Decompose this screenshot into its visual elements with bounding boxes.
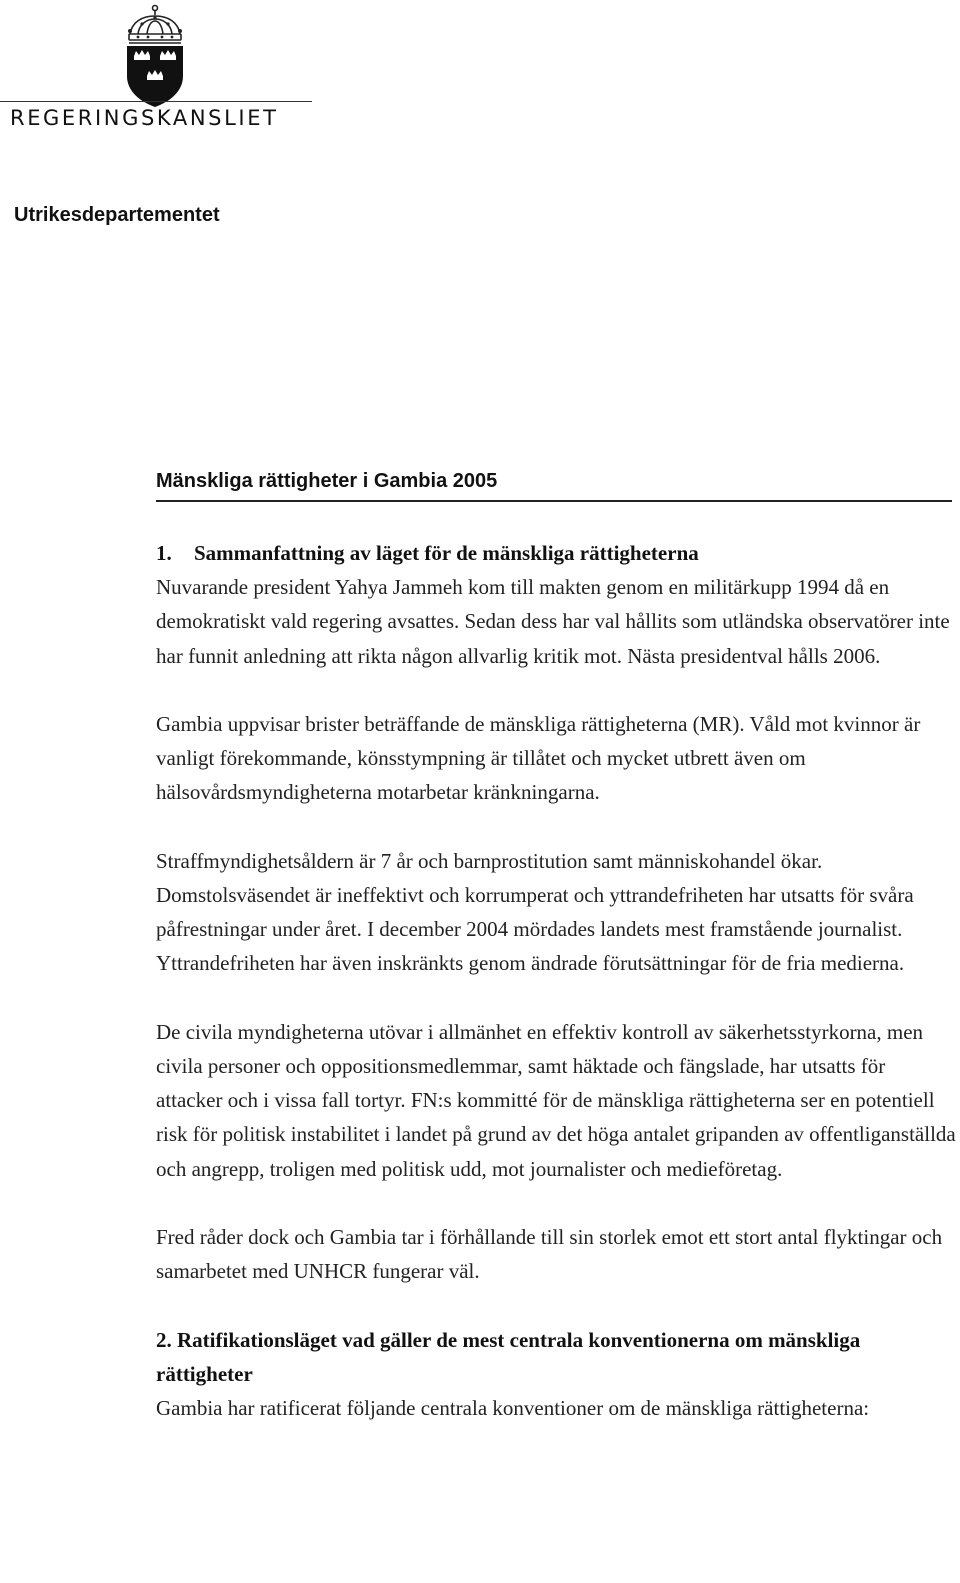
logo-divider xyxy=(0,101,312,102)
section-1-paragraph-1: Nuvarande president Yahya Jammeh kom till makten genom en militärkupp 1994 då en demokratiskt vald regering avsattes. Sedan dess har val hållits som utländska observatörer inte har funnit anledning att rikta någon allvarlig kritik mot. Nästa presidentval hålls 2006. xyxy=(156,575,950,668)
section-1-number: 1. xyxy=(156,541,172,565)
section-2-paragraph: Gambia har ratificerat följande centrala konventioner om de mänskliga rättigheterna: xyxy=(156,1396,870,1420)
title-underline xyxy=(156,500,952,502)
section-2-heading: 2. Ratifikationsläget vad gäller de mest centrala konventionerna om mänskliga rättigheter xyxy=(156,1327,861,1386)
section-1-heading xyxy=(156,536,956,570)
section-1-paragraph-3: Straffmyndighetsåldern är 7 år och barnprostitution samt människohandel ökar. Domstolsväsendet är ineffektivt och korrumperat och yttrandefriheten har utsatts för svåra påfrestningar under året. I december 2004 mördades landets mest framstående journalist. Yttrandefriheten har även inskränkts genom ändrade förutsättningar för de fria medierna. xyxy=(156,848,914,976)
section-1-paragraph-4: De civila myndigheterna utövar i allmänhet en effektiv kontroll av säkerhetsstyrkorna, men civila personer och oppositionsmedlemmar, samt häktade och fängslade, har utsatts för attacker och i vissa fall tortyr. FN:s kommitté för de mänskliga rättigheterna ser en potentiell risk för politisk instabilitet i landet på grund av det höga antalet gripanden av offentliganställda och angrepp, troligen med politisk udd, mot journalister och medieföretag. xyxy=(156,1019,956,1181)
crown-shield-icon xyxy=(124,4,186,108)
section-1-paragraph-2: Gambia uppvisar brister beträffande de mänskliga rättigheterna (MR). Våld mot kvinnor är vanligt förekommande, könsstympning är tillåtet och mycket utbrett även om hälsovårdsmyndigheterna motarbetar kränkningarna. xyxy=(156,712,921,805)
government-logo xyxy=(0,0,320,145)
department-name: Utrikesdepartementet xyxy=(14,204,220,226)
logo-wordmark: REGERINGSKANSLIET xyxy=(10,106,279,130)
section-1-heading-text: Sammanfattning av läget för de mänskliga rättigheterna xyxy=(194,541,699,565)
section-1-paragraph-5: Fred råder dock och Gambia tar i förhållande till sin storlek emot ett stort antal flyktingar och samarbetet med UNHCR fungerar väl. xyxy=(156,1225,943,1284)
document-title: Mänskliga rättigheter i Gambia 2005 xyxy=(156,470,498,492)
document-body xyxy=(156,536,956,1425)
